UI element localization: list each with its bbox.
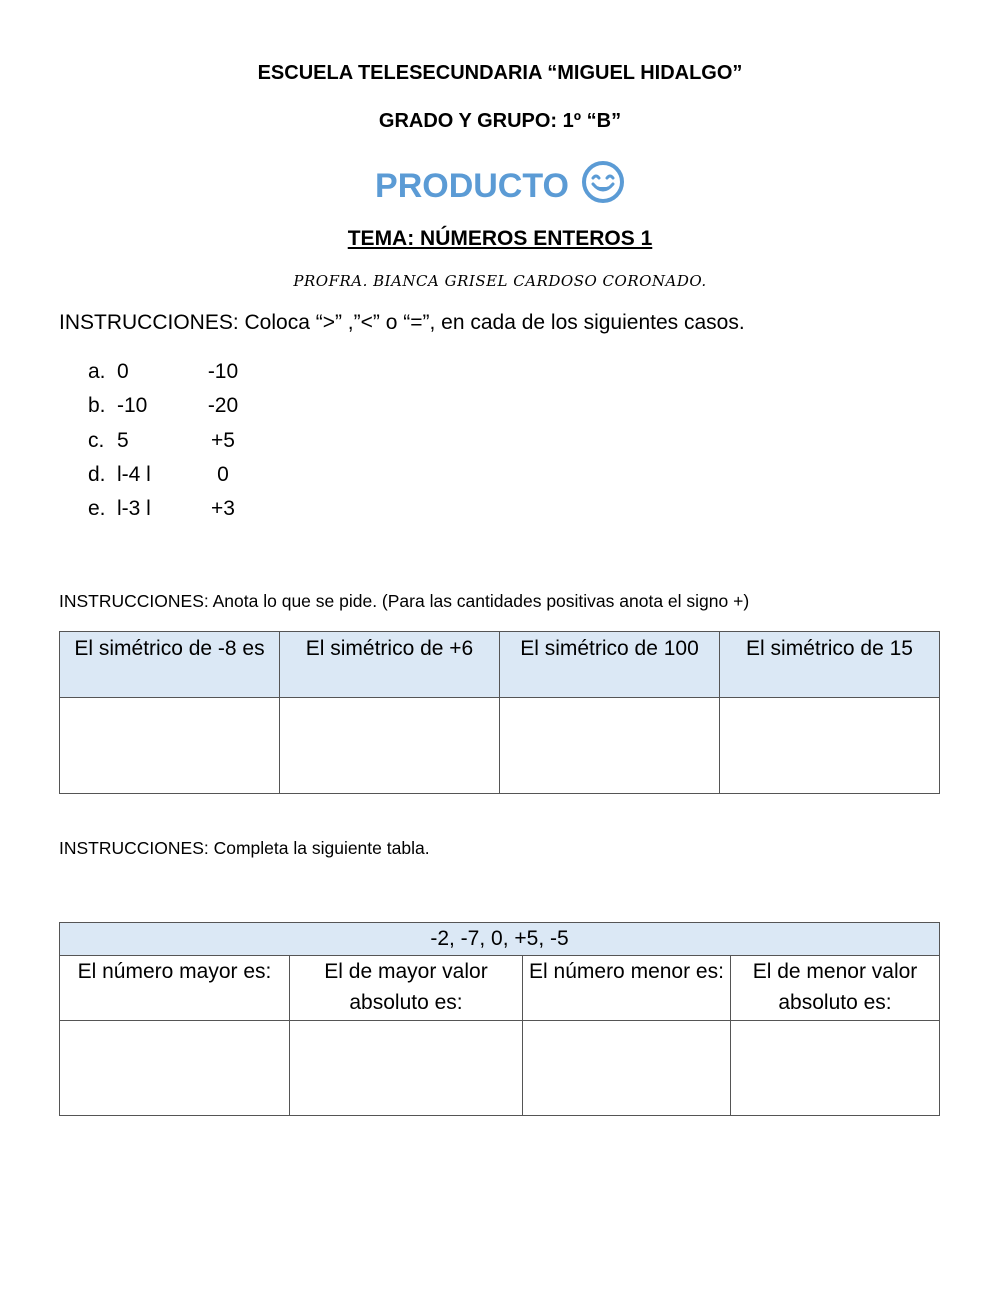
answer-cell[interactable] <box>731 1021 940 1116</box>
list-item[interactable]: e. l-3 l +3 <box>88 497 235 521</box>
symmetric-table <box>59 631 940 794</box>
instructions-symmetric: INSTRUCCIONES: Anota lo que se pide. (Para las cantidades positivas anota el signo +) <box>59 591 750 611</box>
teacher-name: PROFRA. BIANCA GRISEL CARDOSO CORONADO. <box>293 272 707 290</box>
answer-cell[interactable] <box>720 698 940 794</box>
grade-group: GRADO Y GRUPO: 1º “B” <box>378 110 622 132</box>
table-header-cell: El número mayor es: <box>60 956 290 1021</box>
product-label: PRODUCTO <box>375 167 569 205</box>
numbers-row: -2, -7, 0, +5, -5 <box>60 923 940 956</box>
list-item[interactable]: c. 5 +5 <box>88 428 235 452</box>
smiley-face-icon <box>581 160 625 213</box>
numbers-table <box>59 922 940 1116</box>
list-item[interactable]: a. 0 -10 <box>88 360 239 383</box>
topic-title: TEMA: NÚMEROS ENTEROS 1 <box>347 227 653 250</box>
answer-cell[interactable] <box>60 1021 290 1116</box>
product-title <box>0 160 1000 213</box>
table-header-cell: El simétrico de +6 <box>280 632 500 698</box>
answer-cell[interactable] <box>60 698 280 794</box>
comparison-list <box>88 358 388 529</box>
table-header-cell: El de mayor valor absoluto es: <box>290 956 523 1021</box>
list-item[interactable]: d. l-4 l 0 <box>88 462 229 486</box>
answer-cell[interactable] <box>290 1021 523 1116</box>
instructions-compare: INSTRUCCIONES: Coloca “>” ,”<” o “=”, en cada de los siguientes casos. <box>59 311 745 334</box>
table-header-cell: El simétrico de -8 es <box>60 632 280 698</box>
table-header-cell: El de menor valor absoluto es: <box>731 956 940 1021</box>
answer-cell[interactable] <box>280 698 500 794</box>
list-item[interactable]: b. -10 -20 <box>88 394 239 418</box>
table-header-cell: El simétrico de 100 <box>500 632 720 698</box>
table-header-cell: El simétrico de 15 <box>720 632 940 698</box>
school-name: ESCUELA TELESECUNDARIA “MIGUEL HIDALGO” <box>257 62 743 84</box>
table-header-cell: El número menor es: <box>523 956 731 1021</box>
answer-cell[interactable] <box>523 1021 731 1116</box>
answer-cell[interactable] <box>500 698 720 794</box>
instructions-complete: INSTRUCCIONES: Completa la siguiente tabla. <box>59 838 430 858</box>
